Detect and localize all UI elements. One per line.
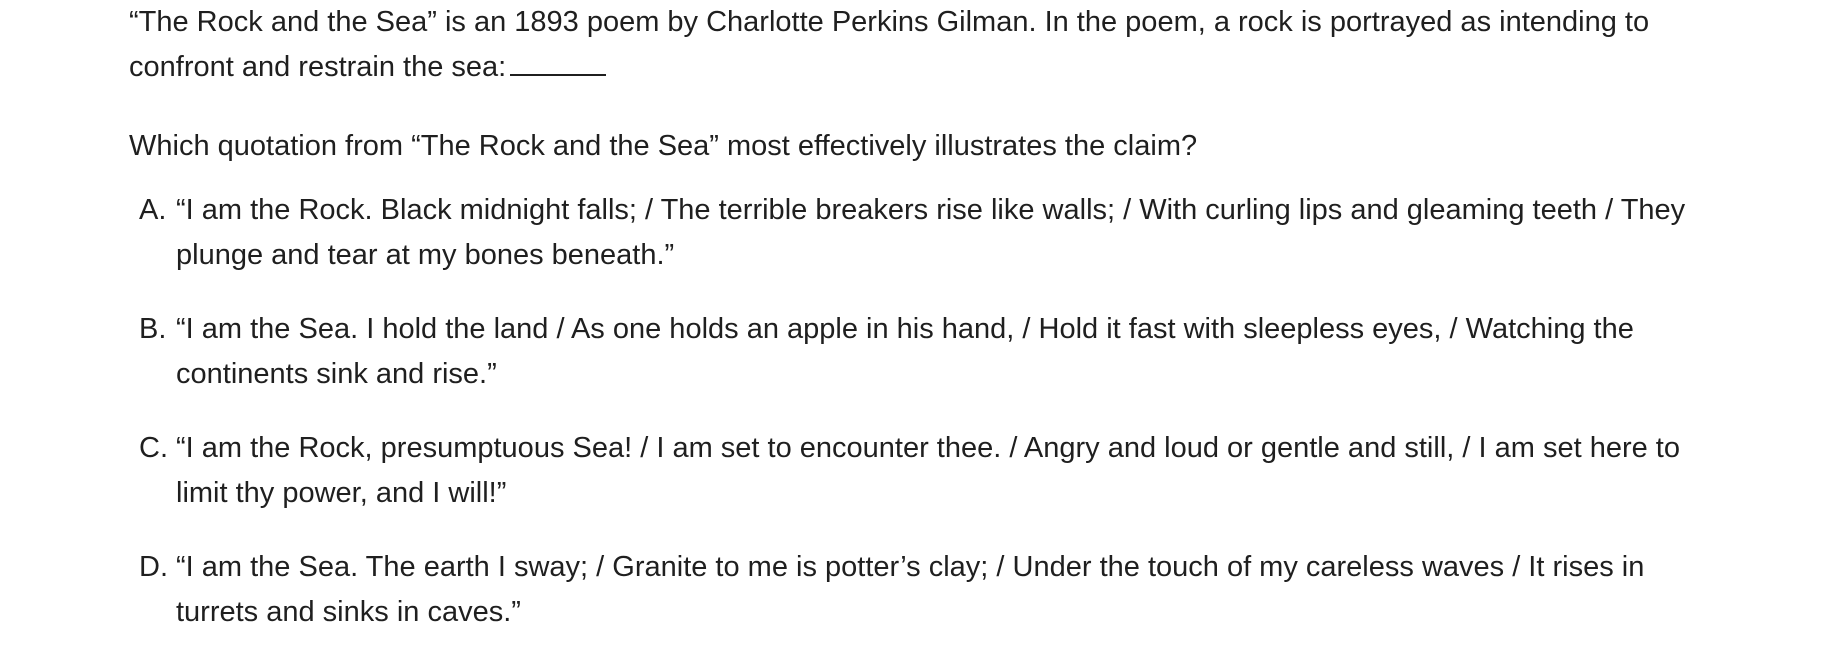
question-content — [129, 0, 1729, 664]
choice-c-letter: C. — [139, 432, 168, 464]
intro-text: “The Rock and the Sea” is an 1893 poem by Charlotte Perkins Gilman. In the poem, a rock is portrayed as intending to confront and restrain the sea: — [129, 6, 1650, 83]
choice-b-text: “I am the Sea. I hold the land / As one holds an apple in his hand, / Hold it fast with sleepless eyes, / Watching the continents sink and rise.” — [176, 313, 1634, 390]
choice-a-text: “I am the Rock. Black midnight falls; / The terrible breakers rise like walls; / With curling lips and gleaming teeth / They plunge and tear at my bones beneath.” — [176, 194, 1686, 271]
choice-a-letter: A. — [139, 194, 167, 226]
intro-paragraph — [129, 0, 1729, 90]
answer-choices — [129, 188, 1729, 635]
choice-a[interactable] — [129, 188, 1729, 278]
answer-blank — [510, 48, 606, 76]
choice-d-letter: D. — [139, 551, 168, 583]
question-prompt: Which quotation from “The Rock and the Sea” most effectively illustrates the claim? — [129, 130, 1198, 162]
choice-b[interactable] — [129, 307, 1729, 397]
choice-d-text: “I am the Sea. The earth I sway; / Granite to me is potter’s clay; / Under the touch of my careless waves / It rises in turrets and sinks in caves.” — [176, 551, 1645, 628]
choice-c-text: “I am the Rock, presumptuous Sea! / I am set to encounter thee. / Angry and loud or gentle and still, / I am set here to limit thy power, and I will!” — [176, 432, 1680, 509]
choice-b-letter: B. — [139, 313, 167, 345]
choice-c[interactable] — [129, 426, 1729, 516]
choice-d[interactable] — [129, 545, 1729, 635]
